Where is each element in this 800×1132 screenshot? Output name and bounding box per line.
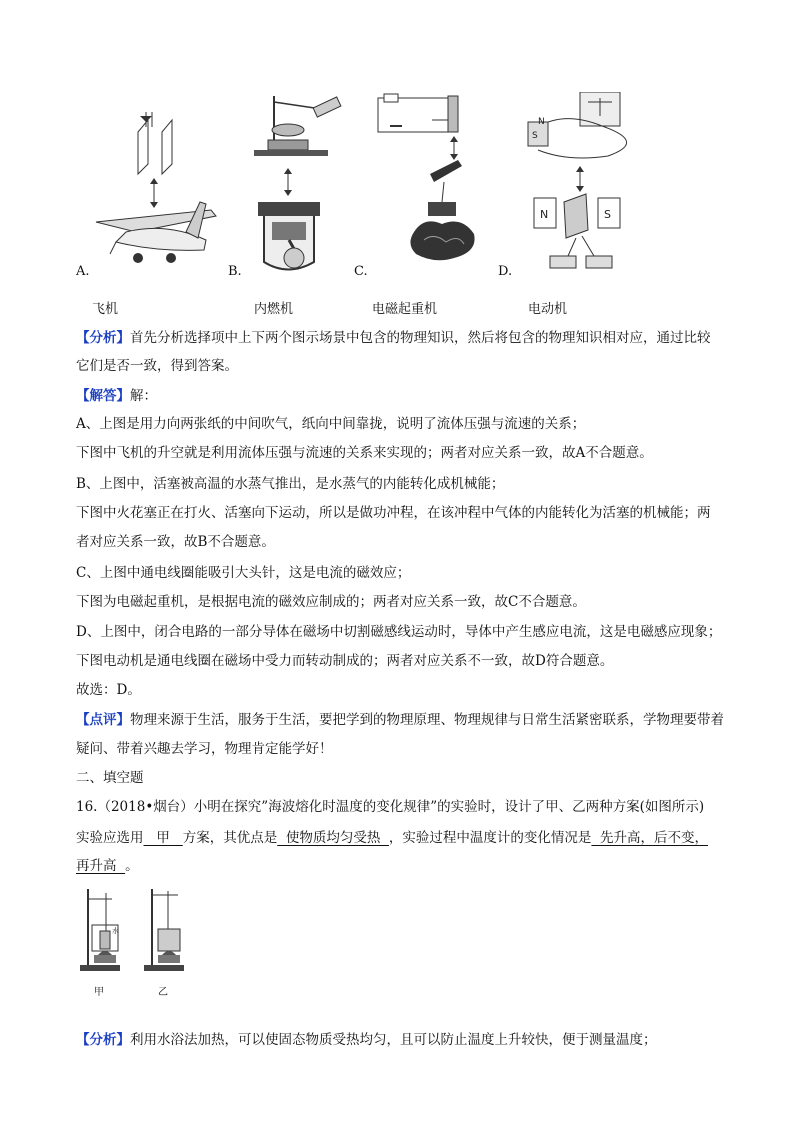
answer-line: 下图中飞机的升空就是利用流体压强与流速的关系来实现的；两者对应关系一致，故A不合题意。: [76, 445, 653, 461]
option-figures: [76, 92, 726, 282]
answer-line: C、上图中通电线圈能吸引大头针，这是电流的磁效应；: [76, 565, 411, 581]
apparatus-yi-label: 乙: [158, 987, 168, 998]
answer-blank-2: 使物质均匀受热: [277, 830, 389, 846]
caption-b: 内燃机: [254, 302, 294, 317]
direct-heating-apparatus-icon: [140, 885, 190, 980]
caption-c: 电磁起重机: [372, 302, 438, 317]
answer-heading: 【解答】解：: [76, 388, 157, 404]
comment-line-2: 疑问、带着兴趣去学习，物理肯定能学好！: [76, 741, 333, 757]
analysis-tag: 【分析】: [76, 330, 130, 346]
analysis-tag: 【分析】: [76, 1032, 130, 1048]
caption-d: 电动机: [528, 302, 568, 317]
figure-c: [354, 92, 504, 282]
figure-d: [498, 92, 648, 282]
answer-blank-1: 甲: [143, 830, 183, 846]
analysis-1-line-1: 【分析】首先分析选择项中上下两个图示场景中包含的物理知识，然后将包含的物理知识相对应，通过比较: [76, 330, 711, 346]
answer-tag: 【解答】: [76, 388, 130, 404]
water-bath-apparatus-icon: [76, 885, 126, 980]
figure-a-letter: A.: [76, 264, 90, 279]
answer-line: D、上图中，闭合电路的一部分导体在磁场中切割磁感线运动时，导体中产生感应电流，这是电磁感应现象；: [76, 624, 722, 640]
question-16-answer-line-2: 再升高 。: [76, 858, 139, 874]
question-16-answer-line-1: 实验应选用 甲 方案，其优点是 使物质均匀受热 ，实验过程中温度计的变化情况是 先升高，后不变，: [76, 830, 709, 846]
section-title: 二、填空题: [76, 770, 144, 786]
answer-blank-3: 先升高，后不变，: [591, 830, 709, 846]
svg-text:N: N: [540, 208, 549, 221]
motor-icon: [498, 92, 648, 282]
svg-text:S: S: [604, 208, 611, 221]
answer-blank-3-cont: 再升高: [76, 858, 126, 874]
analysis-1-line-2: 它们是否一致，得到答案。: [76, 358, 238, 374]
comment-line-1: 【点评】物理来源于生活，服务于生活，要把学到的物理原理、物理规律与日常生活紧密联系，学物理要带着: [76, 712, 724, 728]
svg-text:S: S: [532, 131, 538, 141]
svg-text:N: N: [538, 117, 545, 127]
answer-line: A、上图是用力向两张纸的中间吹气，纸向中间靠拢，说明了流体压强与流速的关系；: [76, 416, 586, 432]
caption-a: 飞机: [92, 302, 119, 317]
engine-icon: [228, 92, 368, 282]
answer-line: 下图中火花塞正在打火、活塞向下运动，所以是做功冲程，在该冲程中气体的内能转化为活塞的机械能；两: [76, 505, 711, 521]
apparatus-jia: [76, 885, 126, 984]
answer-line: 故选：D。: [76, 682, 141, 698]
apparatus-yi: [140, 885, 190, 984]
crane-icon: [354, 92, 504, 282]
comment-tag: 【点评】: [76, 712, 130, 728]
question-16-stem: 16.（2018•烟台）小明在探究”海波熔化时温度的变化规律”的实验时，设计了甲、乙两种方案(如图所示): [76, 799, 705, 815]
figure-a: [76, 92, 226, 282]
apparatus-jia-label: 甲: [94, 987, 104, 998]
answer-line: 者对应关系一致，故B不合题意。: [76, 534, 275, 550]
answer-line: 下图电动机是通电线圈在磁场中受力而转动制成的；两者对应关系不一致，故D符合题意。: [76, 653, 614, 669]
water-label: 水: [112, 927, 119, 935]
figure-d-letter: D.: [498, 264, 513, 279]
airplane-icon: [76, 92, 226, 282]
analysis-2-line-1: 【分析】利用水浴法加热，可以使固态物质受热均匀，且可以防止温度上升较快，便于测量温度；: [76, 1032, 657, 1048]
figure-b: [228, 92, 368, 282]
figure-c-letter: C.: [354, 264, 368, 279]
answer-line: 下图为电磁起重机，是根据电流的磁效应制成的；两者对应关系一致，故C不合题意。: [76, 594, 586, 610]
figure-b-letter: B.: [228, 264, 242, 279]
answer-line: B、上图中，活塞被高温的水蒸气推出，是水蒸气的内能转化成机械能；: [76, 476, 505, 492]
